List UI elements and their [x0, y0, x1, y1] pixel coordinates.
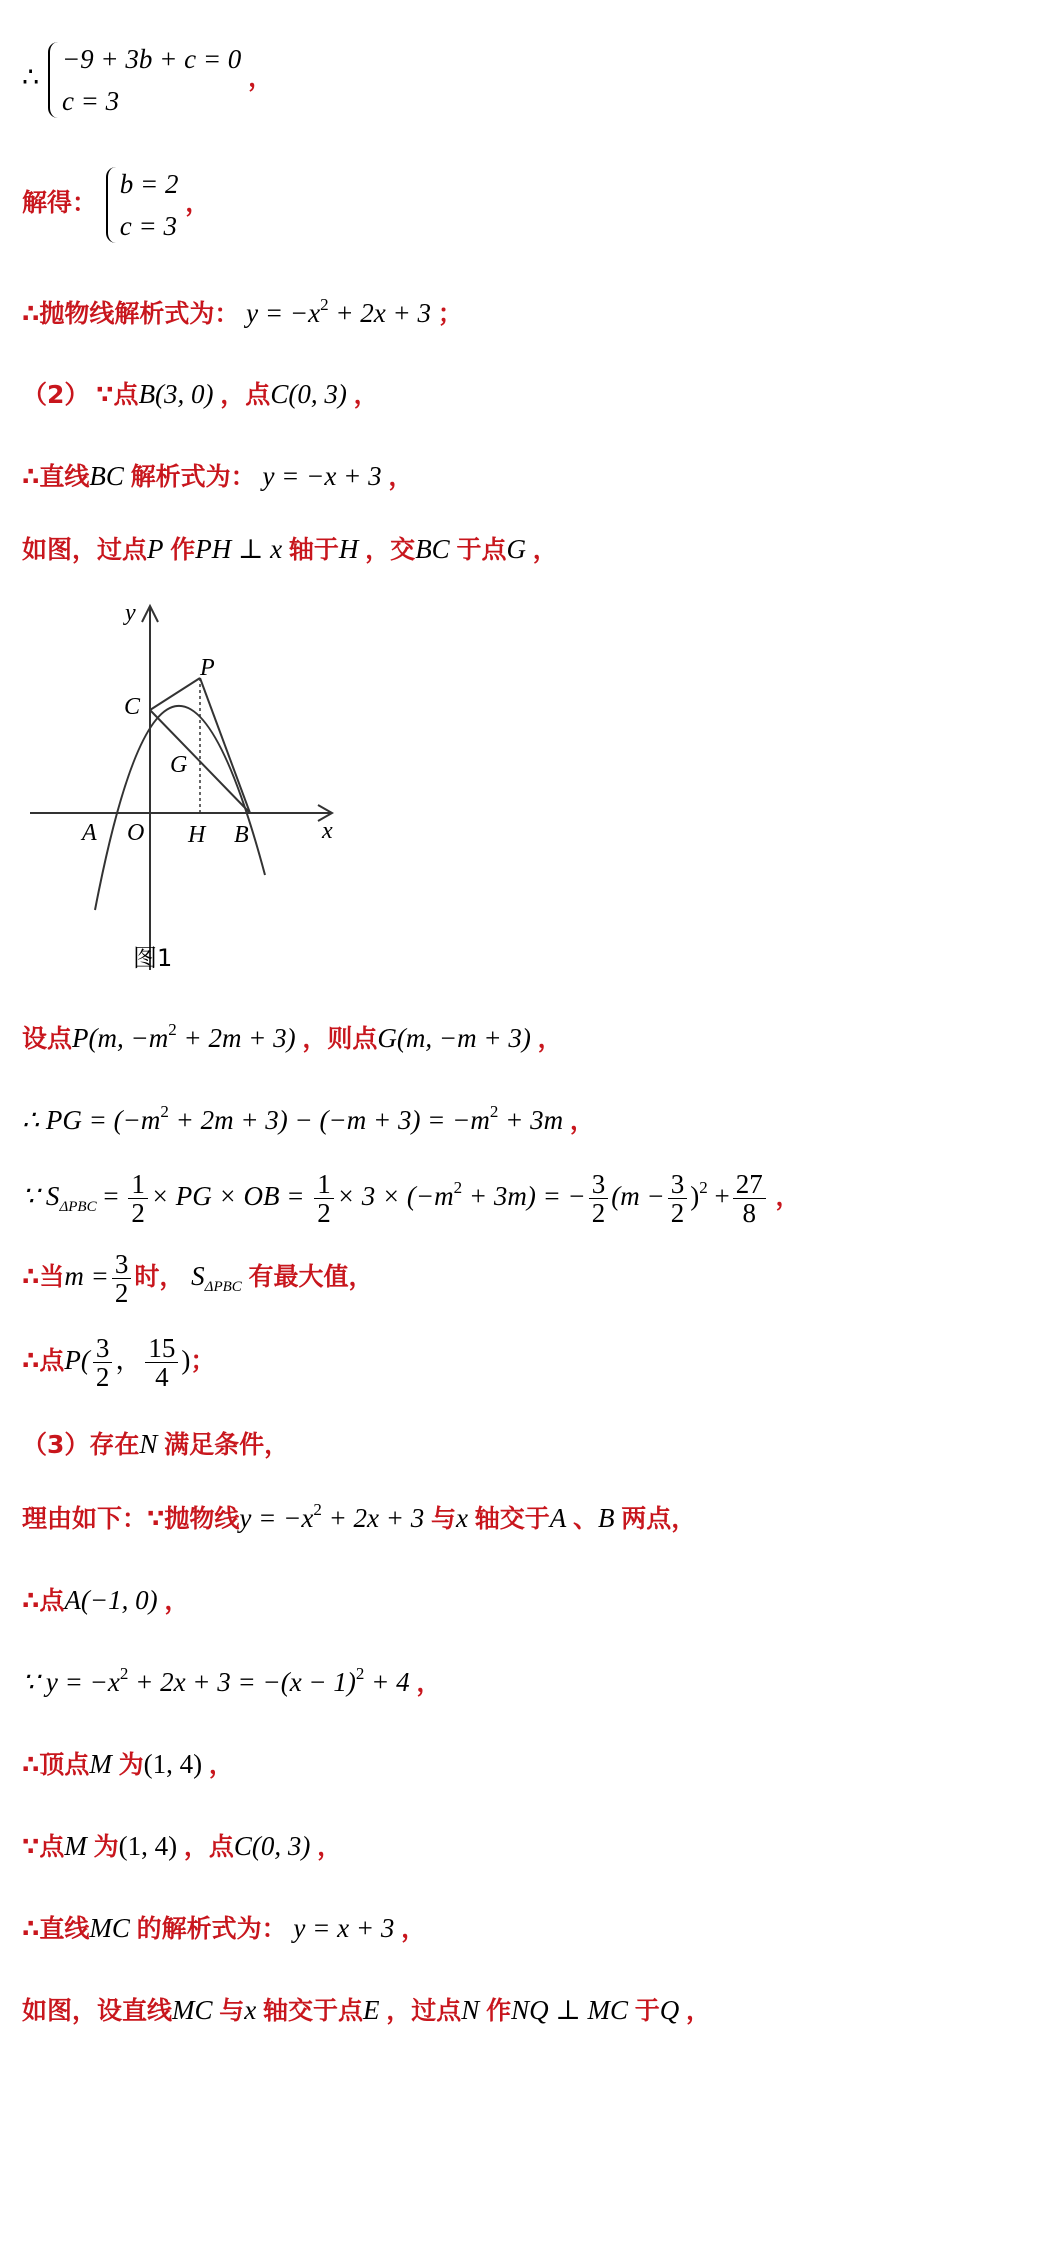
label-c: C [124, 694, 141, 720]
pg-length: ∴ PG = $(-m^2 + 2m + 3) - (-m + 3) = -m^2 + 3m$ ， [22, 1102, 595, 1135]
fraction-p-x: $\frac{3}{2}$ [93, 1334, 113, 1392]
max-value-condition: ∴当m = $\frac{3}{2}$ 时， $S_{\Delta PBC}$ 有最大值， [22, 1249, 374, 1309]
label-x: x [322, 818, 333, 844]
fraction-p-y: $\frac{15}{4}$ [145, 1334, 178, 1392]
label-h: H [188, 822, 206, 848]
point-p-result: ∴点P( $\frac{3}{2}$ ， $\frac{15}{4}$ )； [22, 1333, 216, 1393]
vertex-m: ∴顶点M 为(1, 4) ， [22, 1749, 234, 1779]
parabola-curve [95, 706, 265, 910]
fraction-27-8: $\frac{27}{8}$ [733, 1170, 766, 1228]
fraction-m: $\frac{3}{2}$ [112, 1250, 132, 1308]
line-mc-expression: ∴直线MC 的解析式为： y = x + 3 ， [22, 1913, 427, 1943]
brace-solution: b = 2 c = 3 [104, 163, 179, 247]
fraction-half-1: $\frac{1}{2}$ [128, 1170, 148, 1228]
label-o: O [127, 820, 145, 846]
fraction-three-halves-2: $\frac{3}{2}$ [668, 1170, 688, 1228]
label-a: A [82, 820, 97, 846]
part-3-heading: （3）存在N 满足条件， [22, 1429, 290, 1459]
solution-system: 解得： b = 2 c = 3 ， [22, 163, 210, 247]
figure-1-diagram [20, 590, 350, 990]
label-y: y [125, 600, 136, 626]
fraction-half-2: $\frac{1}{2}$ [314, 1170, 334, 1228]
construction-mc: 如图，设直线MC 与x 轴交于点E ，过点N 作NQ ⊥ MC 于Q ， [22, 1995, 712, 2025]
reason-line: 理由如下：∵抛物线$y = -x^2 + 2x + 3$ 与x 轴交于A 、B 两点， [22, 1500, 697, 1533]
vertex-form: ∵ $y = -x^2 + 2x + 3 = -(x - 1)^2 + 4$ ， [22, 1664, 442, 1697]
label-b: B [234, 822, 249, 848]
segment-cp [150, 678, 200, 710]
system-equation-1: ∴ −9 + 3b + c = 0 c = 3 ， [22, 38, 273, 122]
label-p: P [200, 655, 215, 681]
line-bc-expression: ∴直线BC 解析式为： y = −x + 3 ， [22, 461, 414, 491]
parabola-expression: ∴抛物线解析式为： $y = -x^2 + 2x + 3$ ； [22, 295, 463, 328]
figure-caption: 图1 [133, 944, 173, 972]
points-m-c: ∵点M 为(1, 4) ，点C(0, 3) ， [22, 1831, 343, 1861]
brace-system: −9 + 3b + c = 0 c = 3 [46, 38, 241, 122]
label-g: G [170, 752, 188, 778]
area-formula: ∵ $S_{\Delta PBC}$ = $\frac{1}{2}$ × PG × OB = $\frac{1}{2}$ × $3 \times (-m^2 + 3m)$ = − $\frac{3}{2}$ (m − $\frac{3}{2}$ )$^2$ + $\frac{27}{8}$ ， [22, 1169, 801, 1229]
construction-text: 如图，过点P 作PH ⊥ x 轴于H ，交BC 于点G ， [22, 534, 558, 564]
part-2-points: （2） ∵点B(3, 0) ，点C(0, 3) ， [22, 379, 379, 409]
point-a: ∴点A(−1, 0) ， [22, 1585, 190, 1615]
fraction-three-halves-1: $\frac{3}{2}$ [589, 1170, 609, 1228]
segment-cb [150, 710, 250, 813]
segment-pb [200, 678, 250, 813]
set-points: 设点P(m, $-m^2 + 2m + 3$) ，则点G(m, −m + 3) ， [22, 1020, 563, 1053]
